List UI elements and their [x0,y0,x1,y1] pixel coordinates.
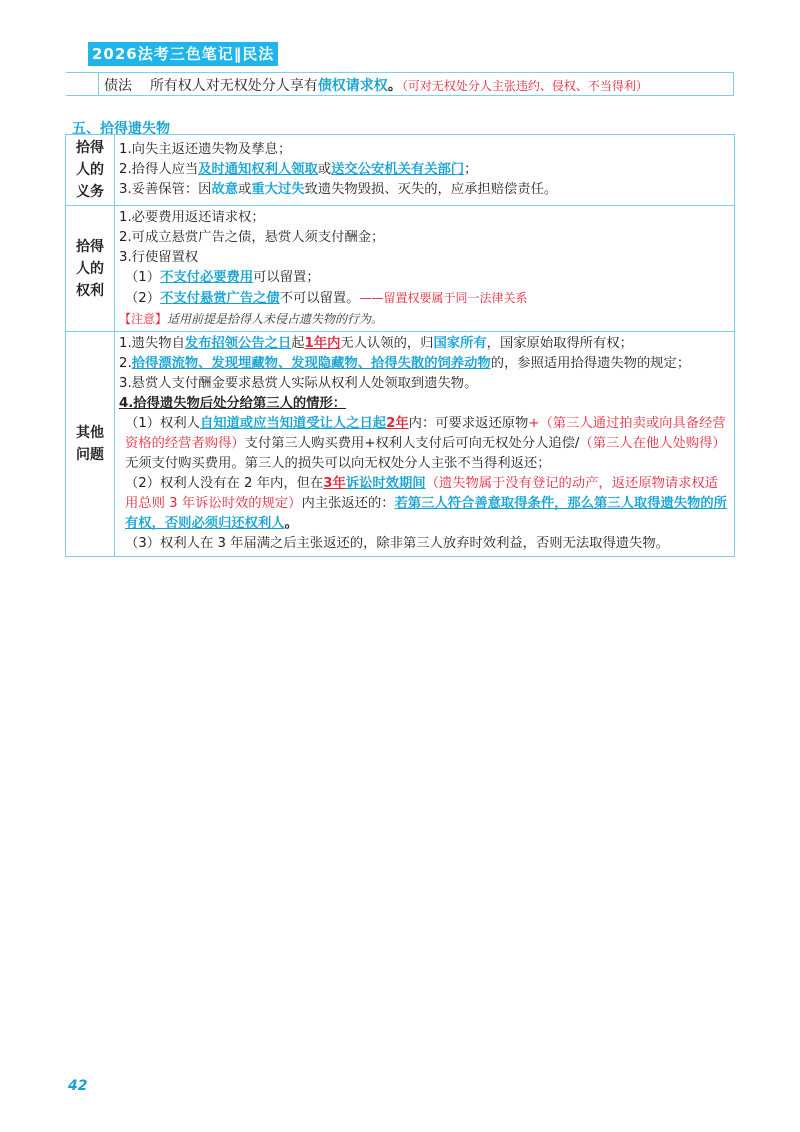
table-row [66,332,735,557]
row-body-other: 1.遗失物自发布招领公告之日起1年内无人认领的，归国家所有，国家原始取得所有权； 2.拾得漂流物、发现埋藏物、发现隐藏物、拾得失散的饲养动物的，参照适用拾得遗失物的规定； 3.悬赏人支付酬金要求悬赏人实际从权利人处领取到遗失物。 4.拾得遗失物后处分给第三人的情形： （1）权利人自知道或应当知道受让人之日起2年内：可要求返还原物+（第三人通过拍卖或向具备经营资格的经营者购得）支付第三人购买费用+权利人支付后可向无权处分人追偿/（第三人在他人处购得）无须支付购买费用。第三人的损失可以向无权处分人主张不当得利返还； （2）权利人没有在 2 年内，但在3年诉讼时效期间（遗失物属于没有登记的动产，返还原物请求权适用总则 3 年诉讼时效的规定）内主张返还的：若第三人符合善意取得条件，那么第三人取得遗失物的所有权，否则必须归还权利人。 （3）权利人在 3 年届满之后主张返还的，除非第三人放弃时效利益，否则无法取得遗失物。 [115,332,735,557]
previous-row-text: 债法 所有权人对无权处分人享有债权请求权。（可对无权处分人主张违约、侵权、不当得利） [104,78,648,94]
row-body-duty: 1.向失主返还遗失物及孳息； 2.拾得人应当及时通知权利人领取或送交公安机关有关部门； 3.妥善保管：因故意或重大过失致遗失物毁损、灭失的，应承担赔偿责任。 [115,135,735,206]
row-body-rights: 1.必要费用返还请求权； 2.可成立悬赏广告之债，悬赏人须支付酬金； 3.行使留置权 （1）不支付必要费用可以留置； （2）不支付悬赏广告之债不可以留置。——留置权要属于同一法律关系 【注意】适用前提是拾得人未侵占遗失物的行为。 [115,206,735,332]
content-table [65,134,735,557]
previous-row-label: 债法 [104,78,132,94]
row-header-rights: 拾得 人的 权利 [66,206,115,332]
row-header-duty: 拾得 人的 义务 [66,135,115,206]
table-row [66,135,735,206]
page-header: 2026法考三色笔记‖民法 [88,42,278,66]
column-divider [98,73,99,95]
row-header-other: 其他 问题 [66,332,115,557]
column-divider-right [733,73,734,95]
table-row [66,206,735,332]
page-number: 42 [68,1078,88,1094]
section-title: 五、拾得遗失物 [72,121,170,137]
previous-table-row [66,72,734,96]
note-line: 【注意】适用前提是拾得人未侵占遗失物的行为。 [119,312,384,326]
